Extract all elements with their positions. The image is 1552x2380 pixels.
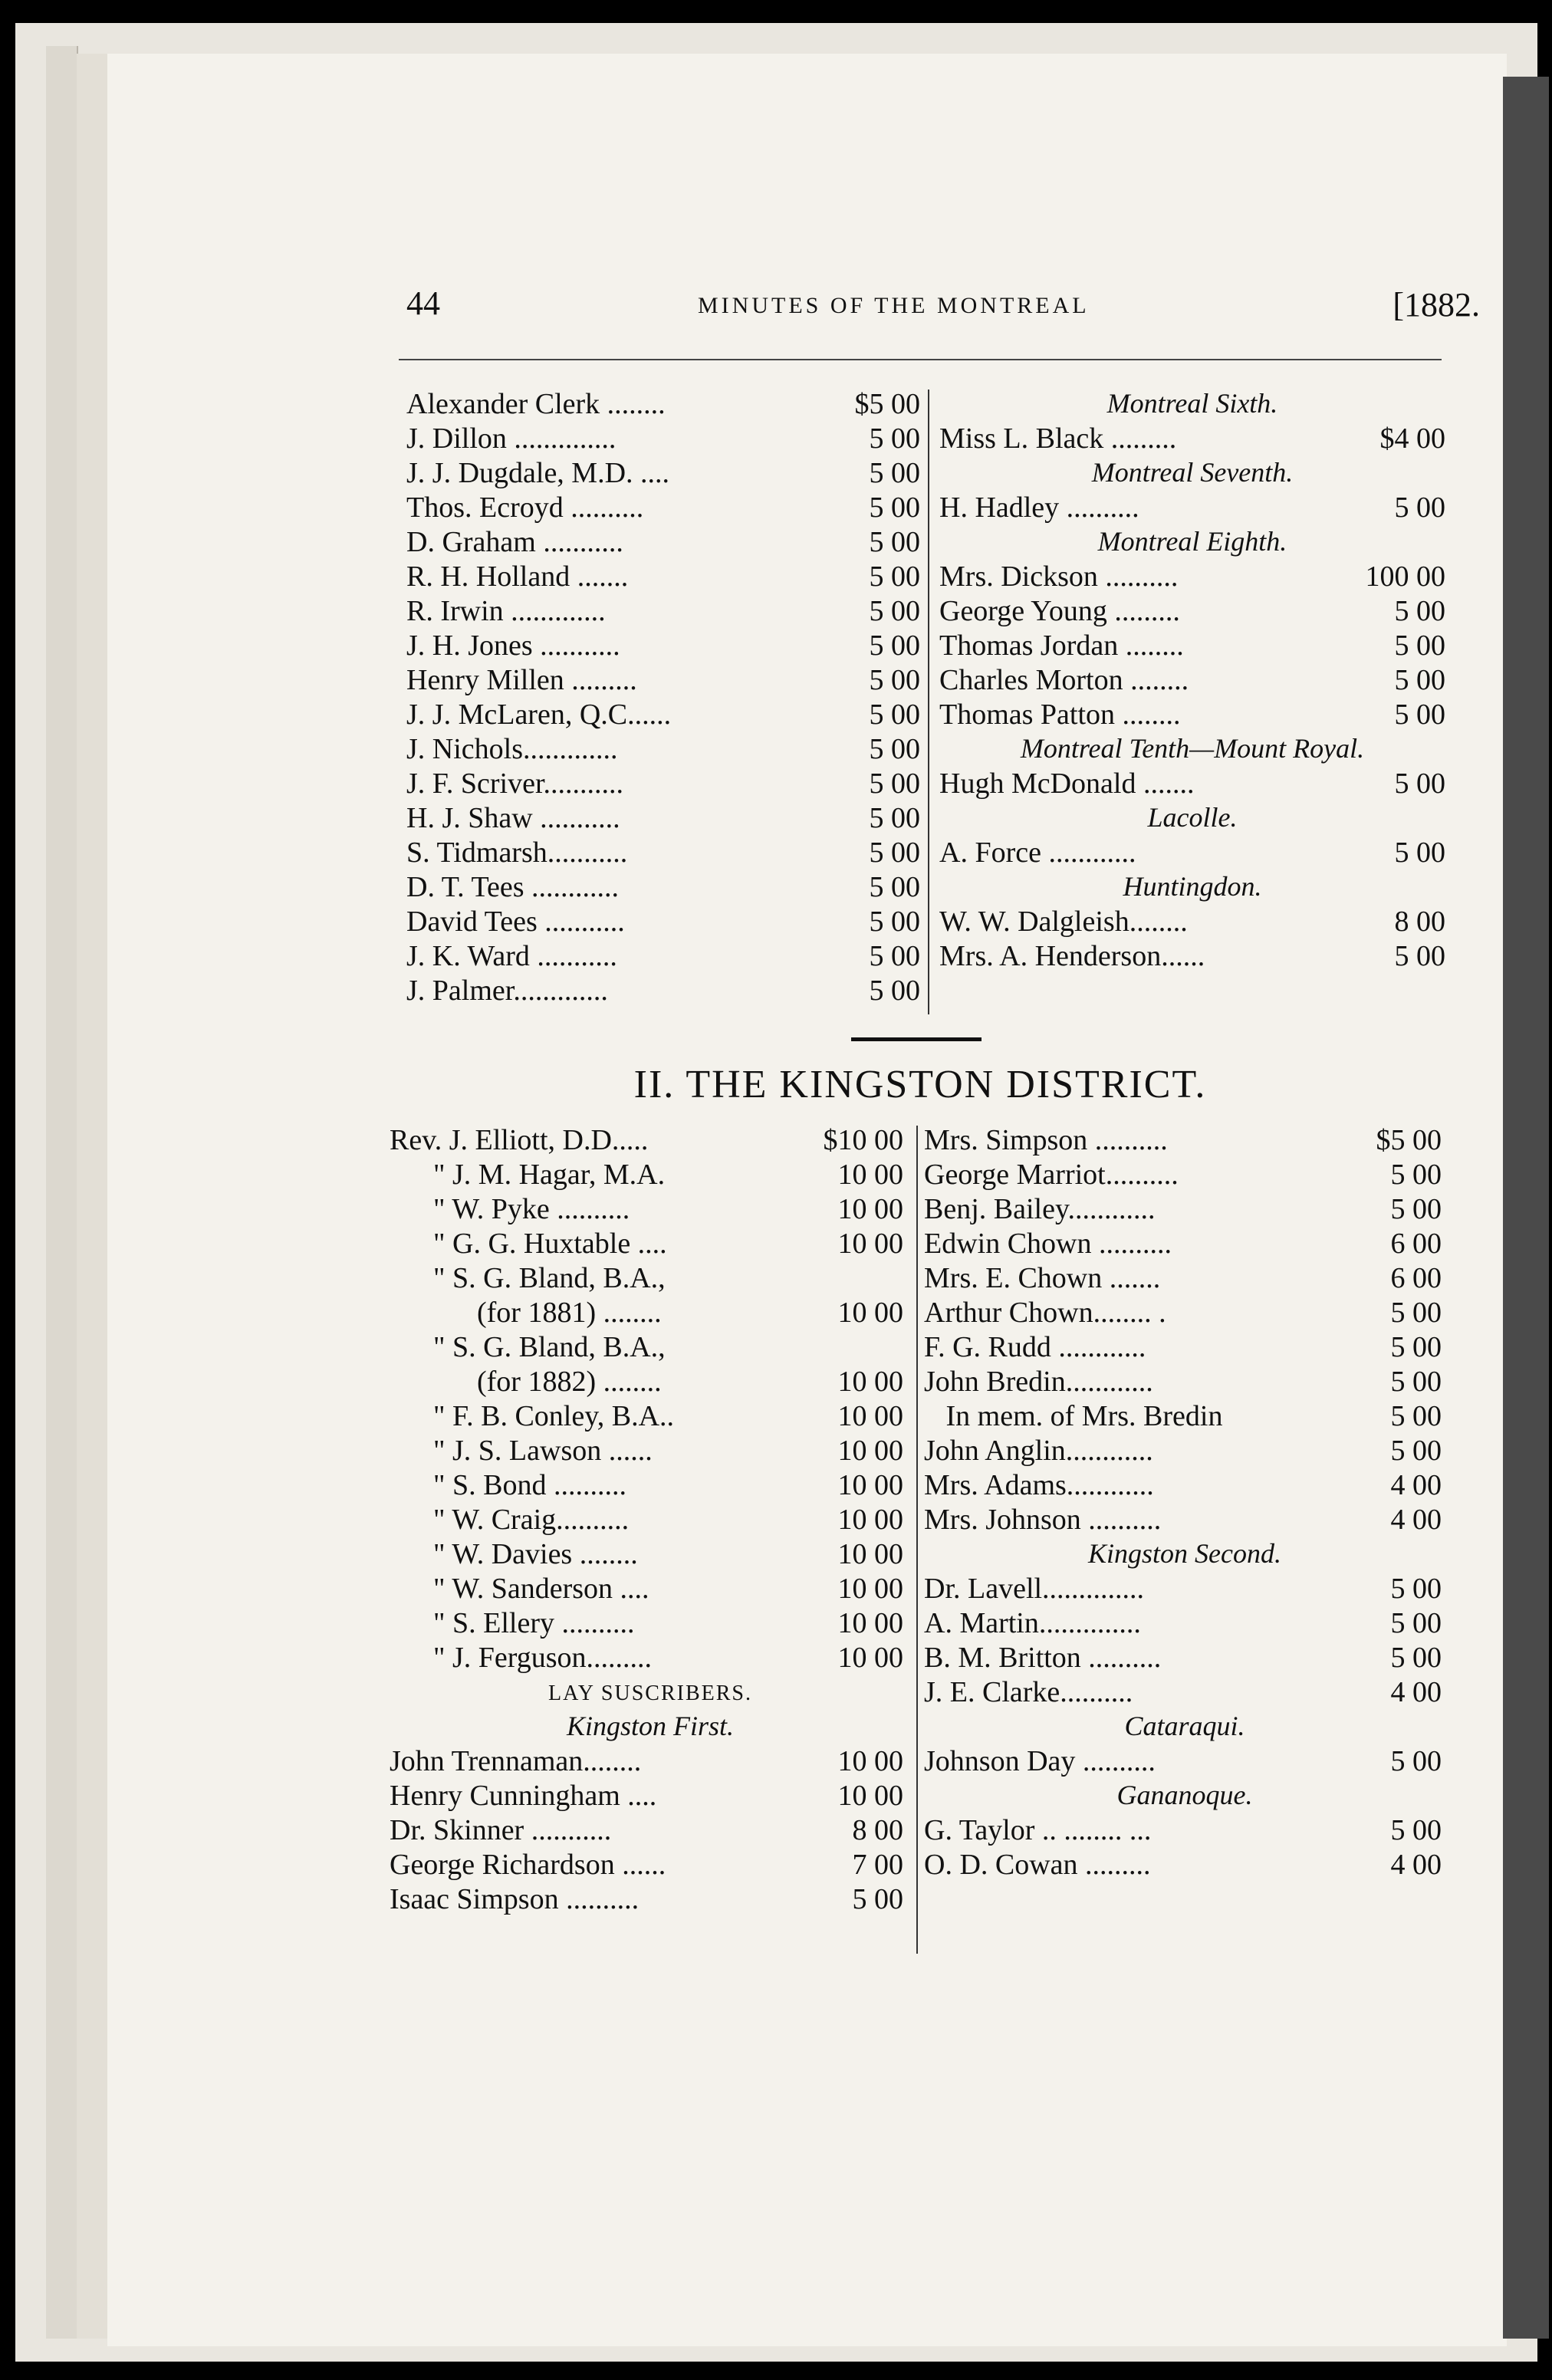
subscriber-name: Edwin Chown ..........: [924, 1228, 1172, 1260]
district-heading: II. THE KINGSTON DISTRICT.: [633, 1063, 1207, 1106]
subscriber-row: [939, 836, 1445, 870]
subscriber-name: Alexander Clerk ........: [406, 388, 666, 420]
subscriber-name: J. J. Dugdale, M.D. ....: [406, 457, 670, 489]
subscriber-name: F. G. Rudd ............: [924, 1331, 1146, 1363]
subscriber-name: " W. Pyke ..........: [390, 1193, 630, 1225]
subscriber-row: [390, 1882, 911, 1917]
subscription-amount: 8 00: [852, 1814, 903, 1846]
subscription-amount: 8 00: [1394, 906, 1445, 938]
subscriber-row: [390, 1537, 911, 1572]
subscription-amount: 6 00: [1390, 1228, 1442, 1260]
subscriber-row: [406, 767, 920, 801]
subscriber-name: W. W. Dalgleish........: [939, 906, 1188, 938]
subscription-amount: 5 00: [1390, 1745, 1442, 1777]
subscriber-name: Mrs. Johnson ..........: [924, 1504, 1162, 1536]
subscription-amount: 5 00: [869, 422, 920, 455]
subscriber-name: John Trennaman........: [390, 1745, 642, 1777]
subscriber-row: [390, 1399, 911, 1434]
subscription-amount: 5 00: [869, 526, 920, 558]
subscriber-name: A. Force ............: [939, 837, 1136, 869]
subscriber-row: [924, 1641, 1445, 1675]
subsection-heading: Montreal Eighth.: [1097, 526, 1287, 557]
subscriber-row: [924, 1399, 1445, 1434]
subscription-amount: 10 00: [837, 1297, 903, 1329]
subscriber-name: J. K. Ward ...........: [406, 940, 617, 972]
subscriber-row: [390, 1572, 911, 1606]
subscriber-row: [406, 905, 920, 939]
subscription-amount: 5 00: [869, 940, 920, 972]
subscription-amount: 10 00: [837, 1642, 903, 1674]
subscriber-name: Henry Millen .........: [406, 664, 637, 696]
subscription-amount: 5 00: [869, 768, 920, 800]
subsection-heading: Lacolle.: [1147, 802, 1238, 833]
subscriber-name: George Richardson ......: [390, 1849, 666, 1881]
subscriber-row: [406, 801, 920, 836]
subscription-amount: 10 00: [837, 1400, 903, 1432]
subscription-amount: 5 00: [869, 837, 920, 869]
bottom-left-column: [390, 1123, 911, 1917]
subscriber-row: [924, 1606, 1445, 1641]
subsection-heading: Kingston First.: [566, 1711, 735, 1741]
subscription-amount: 7 00: [852, 1849, 903, 1881]
subscriber-row: [390, 1606, 911, 1641]
subscriber-row: [406, 560, 920, 594]
subscription-amount: 5 00: [869, 906, 920, 938]
subscriber-row: [939, 663, 1445, 698]
subscriber-name: J. E. Clarke..........: [924, 1676, 1133, 1708]
subscription-amount: 5 00: [1390, 1159, 1442, 1191]
subscriber-name: Dr. Lavell..............: [924, 1573, 1145, 1605]
subscribers-heading: LAY SUSCRIBERS.: [547, 1681, 752, 1705]
subscriber-name: Mrs. Simpson ..........: [924, 1124, 1168, 1156]
subscriber-name: J. H. Jones ...........: [406, 630, 620, 662]
subsection-heading: Montreal Sixth.: [1106, 388, 1278, 419]
subscription-amount: $4 00: [1379, 422, 1445, 455]
section-separator: [851, 1037, 982, 1041]
subscriber-name: " F. B. Conley, B.A..: [390, 1400, 675, 1432]
subscriber-row: [939, 939, 1445, 974]
subscriber-name: R. H. Holland .......: [406, 560, 629, 593]
subsection-heading: Huntingdon.: [1123, 871, 1262, 902]
subscription-amount: 4 00: [1390, 1504, 1442, 1536]
page-edges-inner: [77, 54, 109, 2339]
subscription-amount: 5 00: [869, 871, 920, 903]
subscription-amount: 5 00: [869, 595, 920, 627]
subscriber-name: Thomas Jordan ........: [939, 630, 1184, 662]
subscriber-name: (for 1881) ........: [390, 1297, 662, 1329]
subscription-amount: $10 00: [823, 1124, 903, 1156]
subscription-amount: 5 00: [1390, 1400, 1442, 1432]
subscription-amount: 5 00: [1394, 940, 1445, 972]
subscription-amount: 10 00: [837, 1745, 903, 1777]
page-edges: [46, 46, 78, 2339]
subscriber-row: [924, 1813, 1445, 1848]
subscription-amount: 4 00: [1390, 1676, 1442, 1708]
subscriber-name: Rev. J. Elliott, D.D.....: [390, 1124, 649, 1156]
column-divider-top: [928, 390, 929, 1014]
subscription-amount: 5 00: [1390, 1607, 1442, 1639]
subscription-amount: 5 00: [869, 802, 920, 834]
subscription-amount: 5 00: [869, 457, 920, 489]
subscription-amount: 6 00: [1390, 1262, 1442, 1294]
subscription-amount: 5 00: [852, 1883, 903, 1915]
subscriber-row: [390, 1330, 911, 1365]
subscriber-row: [390, 1158, 911, 1192]
subscriber-row: [924, 1158, 1445, 1192]
subscriber-name: J. J. McLaren, Q.C......: [406, 699, 672, 731]
subscription-amount: 5 00: [1390, 1366, 1442, 1398]
subscription-amount: 5 00: [1394, 699, 1445, 731]
subscriber-name: B. M. Britton ..........: [924, 1642, 1162, 1674]
subscriber-name: " S. G. Bland, B.A.,: [390, 1331, 666, 1363]
subscriber-row: [924, 1675, 1445, 1710]
subscriber-row: [939, 767, 1445, 801]
subscriber-name: Miss L. Black .........: [939, 422, 1177, 455]
subscriber-row: [406, 974, 920, 1008]
subscriber-row: [390, 1227, 911, 1261]
subscriber-row: [924, 1192, 1445, 1227]
subscriber-name: " W. Davies ........: [390, 1538, 638, 1570]
top-left-column: [406, 387, 920, 1008]
subscriber-name: Mrs. A. Henderson......: [939, 940, 1205, 972]
subscriber-name: George Marriot..........: [924, 1159, 1179, 1191]
subscription-amount: $5 00: [1376, 1124, 1442, 1156]
subscriber-name: Thomas Patton ........: [939, 699, 1181, 731]
subscriber-row: [924, 1365, 1445, 1399]
subscription-amount: 5 00: [869, 560, 920, 593]
subscription-amount: 10 00: [837, 1159, 903, 1191]
subsection-heading: Kingston Second.: [1088, 1538, 1281, 1569]
subscriber-row: [939, 905, 1445, 939]
subscriber-name: " S. G. Bland, B.A.,: [390, 1262, 666, 1294]
subscription-amount: 10 00: [837, 1469, 903, 1501]
subsection-heading: Montreal Tenth—Mount Royal.: [1020, 733, 1365, 764]
subscriber-row: [390, 1779, 911, 1813]
subscriber-row: [390, 1848, 911, 1882]
subsection-heading: Gananoque.: [1116, 1780, 1253, 1810]
subscriber-row: [924, 1744, 1445, 1779]
subscriber-name: J. Dillon ..............: [406, 422, 617, 455]
subscriber-name: Benj. Bailey............: [924, 1193, 1156, 1225]
subscriber-row: [406, 629, 920, 663]
header-rule: [399, 359, 1442, 360]
subscriber-name: " S. Ellery ..........: [390, 1607, 635, 1639]
subscription-amount: 5 00: [1394, 491, 1445, 524]
top-right-column: [939, 387, 1445, 974]
subscriber-name: Mrs. E. Chown .......: [924, 1262, 1161, 1294]
subscriber-name: " S. Bond ..........: [390, 1469, 626, 1501]
subscription-amount: 10 00: [837, 1538, 903, 1570]
subscription-amount: 5 00: [1394, 837, 1445, 869]
subscription-amount: 5 00: [869, 699, 920, 731]
subscriber-row: [924, 1503, 1445, 1537]
subscriber-name: David Tees ...........: [406, 906, 625, 938]
subscriber-row: [924, 1848, 1445, 1882]
subscription-amount: 5 00: [1390, 1435, 1442, 1467]
subscription-amount: 10 00: [837, 1573, 903, 1605]
subscriber-name: John Anglin............: [924, 1435, 1153, 1467]
subsection-heading: Montreal Seventh.: [1091, 457, 1294, 488]
running-header: [406, 284, 1480, 337]
subscriber-name: George Young .........: [939, 595, 1180, 627]
subscriber-name: R. Irwin .............: [406, 595, 606, 627]
subscription-amount: 5 00: [869, 630, 920, 662]
subscription-amount: 10 00: [837, 1435, 903, 1467]
subscriber-name: J. F. Scriver...........: [406, 768, 624, 800]
running-title: MINUTES OF THE MONTREAL: [698, 293, 1090, 318]
subscriber-name: (for 1882) ........: [390, 1366, 662, 1398]
subscription-amount: 4 00: [1390, 1849, 1442, 1881]
subscription-amount: 5 00: [1390, 1573, 1442, 1605]
subscriber-name: Hugh McDonald .......: [939, 768, 1195, 800]
subscriber-row: [406, 387, 920, 422]
subscription-amount: 5 00: [1390, 1193, 1442, 1225]
page-number: 44: [406, 284, 440, 322]
subscriber-row: [924, 1330, 1445, 1365]
column-divider-bottom: [916, 1126, 918, 1954]
subscription-amount: 5 00: [869, 975, 920, 1007]
subscriber-name: D. Graham ...........: [406, 526, 623, 558]
subscriber-row: [939, 422, 1445, 456]
subscription-amount: 5 00: [1394, 768, 1445, 800]
subscriber-row: [939, 491, 1445, 525]
subscriber-name: Henry Cunningham ....: [390, 1780, 657, 1812]
subscription-amount: 10 00: [837, 1780, 903, 1812]
subscriber-row: [939, 629, 1445, 663]
subscriber-name: Dr. Skinner ...........: [390, 1814, 612, 1846]
subscriber-name: In mem. of Mrs. Bredin: [924, 1400, 1223, 1432]
subscription-amount: 10 00: [837, 1228, 903, 1260]
subscriber-name: " J. Ferguson.........: [390, 1642, 653, 1674]
subscriber-row: [406, 939, 920, 974]
subscriber-row: [924, 1123, 1445, 1158]
subscriber-row: [924, 1572, 1445, 1606]
subscriber-row: [939, 698, 1445, 732]
subscriber-row: [406, 698, 920, 732]
subscription-amount: 5 00: [869, 491, 920, 524]
subscriber-row: [939, 594, 1445, 629]
subscriber-row: [406, 456, 920, 491]
subscriber-row: [924, 1227, 1445, 1261]
subscriber-row: [406, 422, 920, 456]
subscriber-name: O. D. Cowan .........: [924, 1849, 1151, 1881]
subscriber-row: [406, 491, 920, 525]
subscription-amount: 5 00: [1390, 1642, 1442, 1674]
subscription-amount: 5 00: [1390, 1297, 1442, 1329]
subscriber-name: Mrs. Dickson ..........: [939, 560, 1179, 593]
subscriber-name: Arthur Chown........ .: [924, 1297, 1166, 1329]
subscription-amount: 4 00: [1390, 1469, 1442, 1501]
binding-shadow: [1503, 77, 1549, 2339]
subscriber-row: [390, 1296, 911, 1330]
subscriber-name: J. Palmer.............: [406, 975, 608, 1007]
subscriber-row: [924, 1468, 1445, 1503]
subscriber-name: " W. Sanderson ....: [390, 1573, 649, 1605]
subscriber-row: [390, 1365, 911, 1399]
subscriber-row: [406, 732, 920, 767]
subscription-amount: 10 00: [837, 1193, 903, 1225]
subscription-amount: 10 00: [837, 1607, 903, 1639]
subscription-amount: 5 00: [1394, 664, 1445, 696]
subscriber-name: Isaac Simpson ..........: [390, 1883, 640, 1915]
subscription-amount: $5 00: [854, 388, 920, 420]
subscriber-row: [390, 1261, 911, 1296]
subscriber-name: S. Tidmarsh...........: [406, 837, 628, 869]
subscription-amount: 5 00: [869, 664, 920, 696]
subscriber-name: John Bredin............: [924, 1366, 1153, 1398]
subscriber-row: [939, 560, 1445, 594]
subscriber-row: [390, 1744, 911, 1779]
subscription-amount: 10 00: [837, 1504, 903, 1536]
subscriber-name: Thos. Ecroyd ..........: [406, 491, 644, 524]
subscription-amount: 5 00: [869, 733, 920, 765]
subscriber-row: [390, 1503, 911, 1537]
subscriber-row: [406, 836, 920, 870]
subscriber-row: [390, 1813, 911, 1848]
subscriber-name: J. Nichols.............: [406, 733, 618, 765]
subscriber-name: Johnson Day ..........: [924, 1745, 1156, 1777]
subscriber-row: [390, 1641, 911, 1675]
subsection-heading: Cataraqui.: [1124, 1711, 1245, 1741]
subscription-amount: 5 00: [1394, 630, 1445, 662]
subscriber-row: [406, 663, 920, 698]
subscriber-row: [390, 1468, 911, 1503]
subscriber-row: [924, 1296, 1445, 1330]
subscription-amount: 100 00: [1365, 560, 1445, 593]
subscriber-row: [390, 1192, 911, 1227]
header-year: [1882.: [1393, 286, 1480, 324]
subscription-amount: 5 00: [1390, 1331, 1442, 1363]
subscriber-name: A. Martin..............: [924, 1607, 1141, 1639]
subscriber-name: G. Taylor .. ........ ...: [924, 1814, 1152, 1846]
subscriber-name: Charles Morton ........: [939, 664, 1189, 696]
subscriber-row: [924, 1434, 1445, 1468]
subscriber-name: " W. Craig..........: [390, 1504, 630, 1536]
subscriber-name: " J. S. Lawson ......: [390, 1435, 653, 1467]
subscriber-name: " G. G. Huxtable ....: [390, 1228, 667, 1260]
subscriber-row: [924, 1261, 1445, 1296]
bottom-right-column: [924, 1123, 1445, 1882]
subscription-amount: 5 00: [1390, 1814, 1442, 1846]
subscriber-name: D. T. Tees ............: [406, 871, 620, 903]
subscriber-row: [390, 1123, 911, 1158]
subscriber-name: " J. M. Hagar, M.A.: [390, 1159, 666, 1191]
subscription-amount: 5 00: [1394, 595, 1445, 627]
subscriber-row: [406, 870, 920, 905]
subscriber-name: H. J. Shaw ...........: [406, 802, 620, 834]
subscriber-row: [406, 525, 920, 560]
subscription-amount: 10 00: [837, 1366, 903, 1398]
subscriber-row: [406, 594, 920, 629]
subscriber-row: [390, 1434, 911, 1468]
subscriber-name: H. Hadley ..........: [939, 491, 1139, 524]
subscriber-name: Mrs. Adams............: [924, 1469, 1154, 1501]
